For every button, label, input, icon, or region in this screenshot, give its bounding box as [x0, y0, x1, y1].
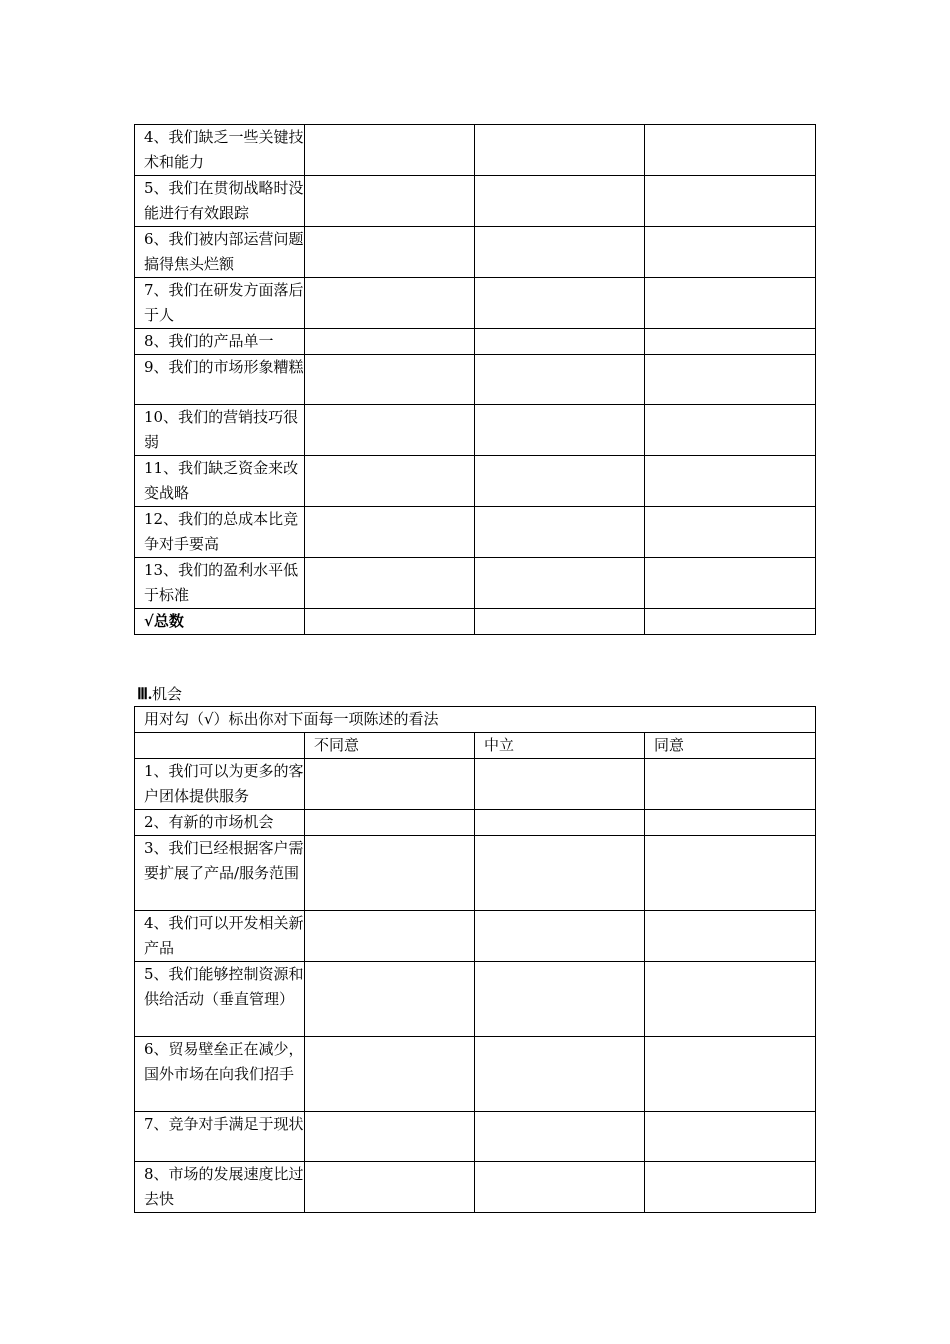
- table-row: [135, 1037, 816, 1112]
- disagree-cell[interactable]: [305, 1112, 475, 1162]
- agree-cell[interactable]: [645, 1112, 816, 1162]
- neutral-cell[interactable]: [475, 836, 645, 911]
- statement-cell: 8、市场的发展速度比过去快: [135, 1162, 305, 1213]
- column-header-neutral: 中立: [475, 733, 645, 759]
- section-title: 机会: [152, 685, 183, 703]
- agree-total-cell[interactable]: [645, 609, 816, 635]
- statement-cell: 1、我们可以为更多的客户团体提供服务: [135, 759, 305, 810]
- neutral-cell[interactable]: [475, 759, 645, 810]
- disagree-cell[interactable]: [305, 1037, 475, 1112]
- disagree-cell[interactable]: [305, 759, 475, 810]
- disagree-cell[interactable]: [305, 558, 475, 609]
- statement-cell: 3、我们已经根据客户需要扩展了产品/服务范围: [135, 836, 305, 911]
- neutral-cell[interactable]: [475, 405, 645, 456]
- opportunity-table: [134, 706, 816, 1213]
- disagree-cell[interactable]: [305, 329, 475, 355]
- neutral-cell[interactable]: [475, 911, 645, 962]
- neutral-cell[interactable]: [475, 227, 645, 278]
- section-heading-opportunities: [137, 682, 182, 707]
- agree-cell[interactable]: [645, 1162, 816, 1213]
- table-row: [135, 759, 816, 810]
- neutral-cell[interactable]: [475, 125, 645, 176]
- agree-cell[interactable]: [645, 456, 816, 507]
- table-row: [135, 405, 816, 456]
- agree-cell[interactable]: [645, 962, 816, 1037]
- disagree-cell[interactable]: [305, 836, 475, 911]
- weakness-table: [134, 124, 816, 635]
- disagree-cell[interactable]: [305, 911, 475, 962]
- statement-cell: 4、我们可以开发相关新产品: [135, 911, 305, 962]
- table-row: [135, 1112, 816, 1162]
- neutral-cell[interactable]: [475, 329, 645, 355]
- statement-cell: 4、我们缺乏一些关键技术和能力: [135, 125, 305, 176]
- neutral-cell[interactable]: [475, 1037, 645, 1112]
- agree-cell[interactable]: [645, 176, 816, 227]
- disagree-cell[interactable]: [305, 125, 475, 176]
- disagree-cell[interactable]: [305, 507, 475, 558]
- neutral-cell[interactable]: [475, 278, 645, 329]
- neutral-cell[interactable]: [475, 355, 645, 405]
- disagree-cell[interactable]: [305, 405, 475, 456]
- neutral-cell[interactable]: [475, 1162, 645, 1213]
- table-row: [135, 911, 816, 962]
- table-row: [135, 836, 816, 911]
- table-row: [135, 456, 816, 507]
- instruction-row: [135, 707, 816, 733]
- agree-cell[interactable]: [645, 329, 816, 355]
- table-row: [135, 125, 816, 176]
- statement-cell: 8、我们的产品单一: [135, 329, 305, 355]
- statement-cell: 12、我们的总成本比竞争对手要高: [135, 507, 305, 558]
- table-row: [135, 278, 816, 329]
- statement-cell: 5、我们在贯彻战略时没能进行有效跟踪: [135, 176, 305, 227]
- agree-cell[interactable]: [645, 507, 816, 558]
- statement-cell: 13、我们的盈利水平低于标准: [135, 558, 305, 609]
- agree-cell[interactable]: [645, 836, 816, 911]
- neutral-cell[interactable]: [475, 176, 645, 227]
- disagree-cell[interactable]: [305, 962, 475, 1037]
- table-row: [135, 1162, 816, 1213]
- agree-cell[interactable]: [645, 125, 816, 176]
- agree-cell[interactable]: [645, 1037, 816, 1112]
- neutral-cell[interactable]: [475, 507, 645, 558]
- agree-cell[interactable]: [645, 405, 816, 456]
- statement-cell: 7、我们在研发方面落后于人: [135, 278, 305, 329]
- table-row: [135, 558, 816, 609]
- statement-cell: 6、我们被内部运营问题搞得焦头烂额: [135, 227, 305, 278]
- total-label: √总数: [135, 609, 305, 635]
- agree-cell[interactable]: [645, 355, 816, 405]
- statement-cell: 9、我们的市场形象糟糕: [135, 355, 305, 405]
- table-row: [135, 810, 816, 836]
- neutral-cell[interactable]: [475, 456, 645, 507]
- disagree-cell[interactable]: [305, 355, 475, 405]
- table-row: [135, 176, 816, 227]
- section-numeral: Ⅲ.: [137, 686, 153, 703]
- statement-cell: 5、我们能够控制资源和供给活动（垂直管理）: [135, 962, 305, 1037]
- statement-cell: 6、贸易壁垒正在减少，国外市场在向我们招手: [135, 1037, 305, 1112]
- agree-cell[interactable]: [645, 810, 816, 836]
- agree-cell[interactable]: [645, 558, 816, 609]
- agree-cell[interactable]: [645, 759, 816, 810]
- agree-cell[interactable]: [645, 227, 816, 278]
- agree-cell[interactable]: [645, 911, 816, 962]
- statement-cell: 2、有新的市场机会: [135, 810, 305, 836]
- neutral-cell[interactable]: [475, 962, 645, 1037]
- column-header-statement: [135, 733, 305, 759]
- header-row: [135, 733, 816, 759]
- table-row: [135, 962, 816, 1037]
- column-header-disagree: 不同意: [305, 733, 475, 759]
- agree-cell[interactable]: [645, 278, 816, 329]
- neutral-total-cell[interactable]: [475, 609, 645, 635]
- table-row: [135, 355, 816, 405]
- table-row: [135, 507, 816, 558]
- disagree-cell[interactable]: [305, 278, 475, 329]
- neutral-cell[interactable]: [475, 558, 645, 609]
- total-row: [135, 609, 816, 635]
- statement-cell: 11、我们缺乏资金来改变战略: [135, 456, 305, 507]
- instruction-text: 用对勾（√）标出你对下面每一项陈述的看法: [135, 707, 816, 733]
- disagree-cell[interactable]: [305, 176, 475, 227]
- table-row: [135, 227, 816, 278]
- column-header-agree: 同意: [645, 733, 816, 759]
- disagree-cell[interactable]: [305, 810, 475, 836]
- disagree-cell[interactable]: [305, 1162, 475, 1213]
- statement-cell: 10、我们的营销技巧很弱: [135, 405, 305, 456]
- statement-cell: 7、竞争对手满足于现状: [135, 1112, 305, 1162]
- neutral-cell[interactable]: [475, 810, 645, 836]
- table-row: [135, 329, 816, 355]
- disagree-total-cell[interactable]: [305, 609, 475, 635]
- neutral-cell[interactable]: [475, 1112, 645, 1162]
- disagree-cell[interactable]: [305, 227, 475, 278]
- disagree-cell[interactable]: [305, 456, 475, 507]
